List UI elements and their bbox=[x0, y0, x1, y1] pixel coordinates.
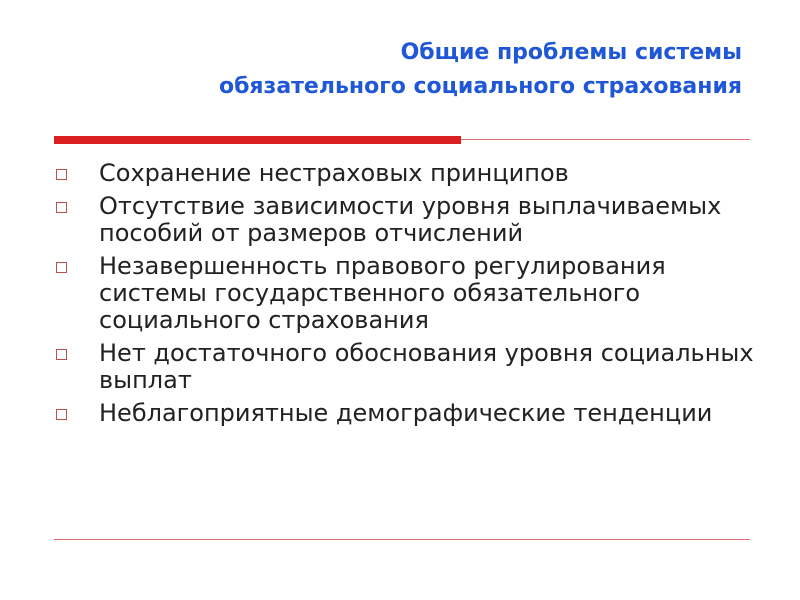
hollow-square-bullet-icon bbox=[56, 349, 67, 360]
bullet-list bbox=[50, 160, 770, 433]
bullet-text: Нет достаточного обоснования уровня социальных выплат bbox=[99, 339, 754, 394]
top-divider bbox=[54, 136, 750, 144]
bullet-text: Незавершенность правового регулирования системы государственного обязательного социального страхования bbox=[99, 252, 666, 334]
hollow-square-bullet-icon bbox=[56, 169, 67, 180]
bullet-item bbox=[50, 340, 770, 394]
slide-title bbox=[102, 36, 742, 104]
bullet-text: Отсутствие зависимости уровня выплачиваемых пособий от размеров отчислений bbox=[99, 192, 722, 247]
top-divider-accent-bar bbox=[54, 136, 461, 144]
hollow-square-bullet-icon bbox=[56, 202, 67, 213]
title-line-1: Общие проблемы системы bbox=[400, 40, 742, 65]
bottom-divider bbox=[54, 539, 750, 540]
bullet-text: Сохранение нестраховых принципов bbox=[99, 159, 569, 187]
hollow-square-bullet-icon bbox=[56, 409, 67, 420]
bullet-item bbox=[50, 160, 770, 187]
bullet-item bbox=[50, 253, 770, 334]
bullet-item bbox=[50, 400, 770, 427]
bullet-item bbox=[50, 193, 770, 247]
title-line-2: обязательного социального страхования bbox=[218, 74, 742, 99]
bullet-text: Неблагоприятные демографические тенденции bbox=[99, 399, 713, 427]
hollow-square-bullet-icon bbox=[56, 262, 67, 273]
